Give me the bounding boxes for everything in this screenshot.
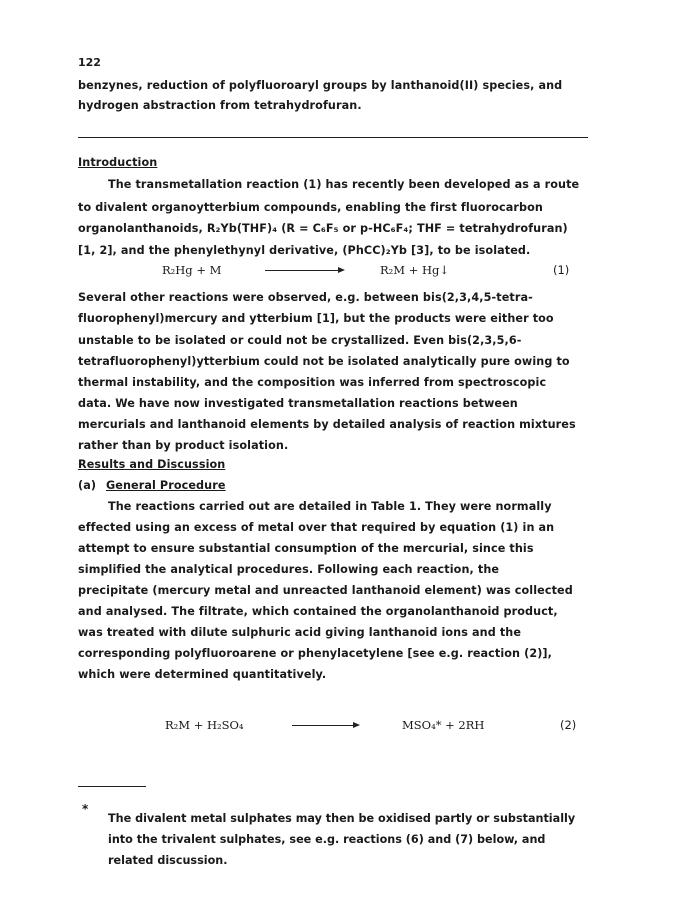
- intro-line: organolanthanoids, R₂Yb(THF)₄ (R = C₆F₅ or p-HC₆F₄; THF = tetrahydrofuran): [78, 222, 568, 235]
- equation1-left: R₂Hg + M: [162, 263, 222, 277]
- page-number: 122: [78, 56, 101, 69]
- intro-continuation-line: hydrogen abstraction from tetrahydrofuran.: [78, 99, 362, 112]
- footnote-line: related discussion.: [108, 854, 228, 867]
- section-divider: [78, 137, 588, 138]
- footnote-marker: *: [82, 802, 89, 816]
- paragraph-line: tetrafluorophenyl)ytterbium could not be isolated analytically pure owing to: [78, 355, 570, 368]
- paragraph-line: unstable to be isolated or could not be crystallized. Even bis(2,3,5,6-: [78, 334, 522, 347]
- general-line: corresponding polyfluoroarene or phenylacetylene [see e.g. reaction (2)],: [78, 647, 552, 660]
- intro-line: [1, 2], and the phenylethynyl derivative, (PhCC)₂Yb [3], to be isolated.: [78, 244, 531, 257]
- general-line: which were determined quantitatively.: [78, 668, 327, 681]
- subheading-general-procedure: General Procedure: [106, 479, 226, 492]
- general-line: simplified the analytical procedures. Following each reaction, the: [78, 563, 500, 576]
- general-line: precipitate (mercury metal and unreacted lanthanoid element) was collected: [78, 584, 573, 597]
- footnote-divider: [78, 786, 146, 787]
- paragraph-line: thermal instability, and the composition was inferred from spectroscopic: [78, 376, 547, 389]
- paragraph-line: mercurials and lanthanoid elements by detailed analysis of reaction mixtures: [78, 418, 576, 431]
- equation2-right: MSO₄* + 2RH: [402, 718, 485, 732]
- paragraph-line: fluorophenyl)mercury and ytterbium [1], but the products were either too: [78, 312, 554, 325]
- equation2-number: (2): [560, 718, 577, 732]
- general-line: and analysed. The filtrate, which contained the organolanthanoid product,: [78, 605, 558, 618]
- intro-line: The transmetallation reaction (1) has recently been developed as a route: [108, 178, 580, 191]
- general-line: The reactions carried out are detailed in Table 1. They were normally: [108, 500, 552, 513]
- footnote-line: The divalent metal sulphates may then be oxidised partly or substantially: [108, 812, 576, 825]
- general-line: attempt to ensure substantial consumption of the mercurial, since this: [78, 542, 534, 555]
- intro-continuation-line: benzynes, reduction of polyfluoroaryl groups by lanthanoid(II) species, and: [78, 79, 563, 92]
- paragraph-line: Several other reactions were observed, e.g. between bis(2,3,4,5-tetra-: [78, 291, 533, 304]
- equation1-right: R₂M + Hg↓: [380, 263, 450, 277]
- equation2-left: R₂M + H₂SO₄: [165, 718, 244, 732]
- general-line: effected using an excess of metal over that required by equation (1) in an: [78, 521, 555, 534]
- paragraph-line: data. We have now investigated transmetallation reactions between: [78, 397, 518, 410]
- heading-introduction: Introduction: [78, 156, 158, 169]
- reaction-arrow-icon: [292, 725, 358, 726]
- paragraph-line: rather than by product isolation.: [78, 439, 289, 452]
- heading-results: Results and Discussion: [78, 458, 226, 471]
- reaction-arrow-icon: [265, 270, 343, 271]
- intro-line: to divalent organoytterbium compounds, enabling the first fluorocarbon: [78, 201, 543, 214]
- general-line: was treated with dilute sulphuric acid giving lanthanoid ions and the: [78, 626, 522, 639]
- footnote-line: into the trivalent sulphates, see e.g. reactions (6) and (7) below, and: [108, 833, 546, 846]
- equation1-number: (1): [553, 263, 570, 277]
- subheading-label: (a): [78, 479, 97, 492]
